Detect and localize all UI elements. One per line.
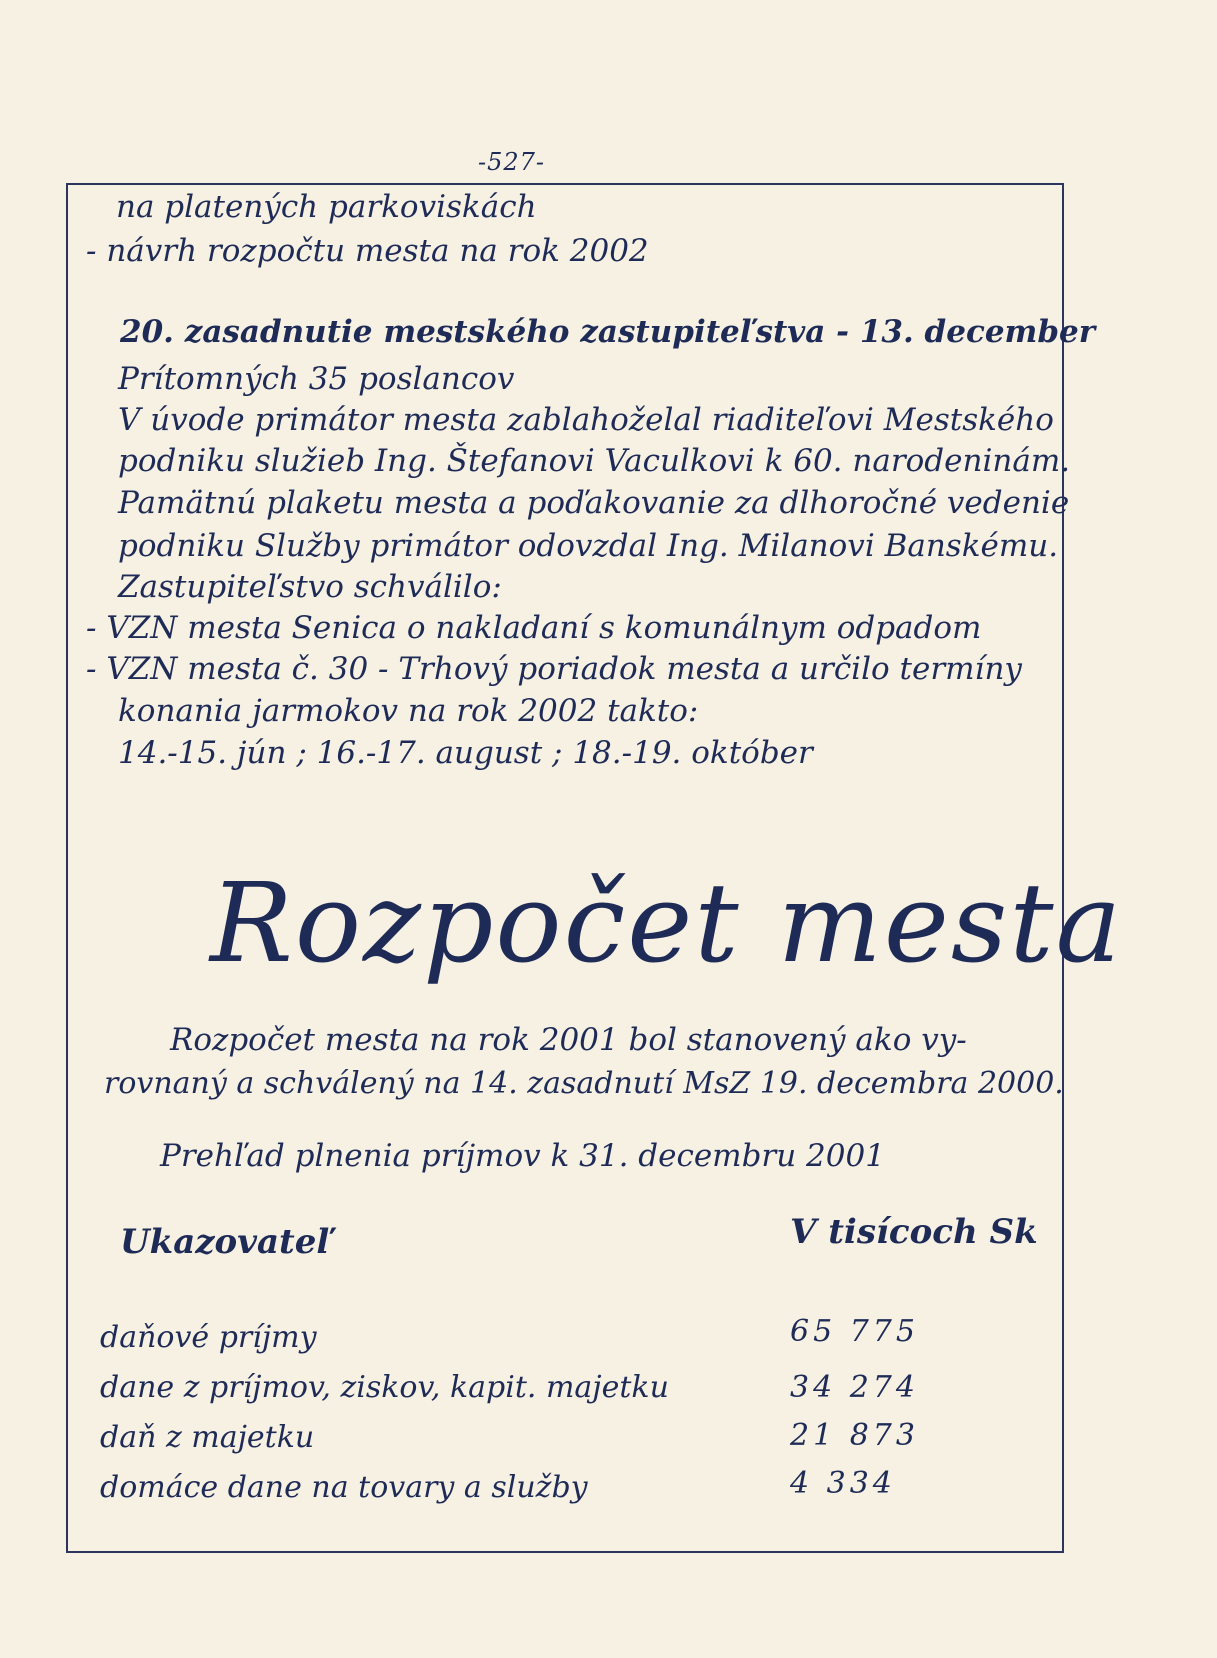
row-label: domáce dane na tovary a služby bbox=[100, 1470, 588, 1505]
text-line-2: - návrh rozpočtu mesta na rok 2002 bbox=[86, 233, 649, 269]
overview-line: Prehľad plnenia príjmov k 31. decembru 2001 bbox=[160, 1138, 885, 1174]
text-line-10: - VZN mesta Senica o nakladaní s komunálnym odpadom bbox=[86, 610, 982, 646]
text-line-9: Zastupiteľstvo schválilo: bbox=[118, 569, 502, 605]
text-line-11: - VZN mesta č. 30 - Trhový poriadok mesta a určilo termíny bbox=[86, 651, 1022, 687]
paragraph-line-2: rovnaný a schválený na 14. zasadnutí MsZ 19. decembra 2000. bbox=[104, 1066, 1064, 1101]
row-value: 4 334 bbox=[790, 1466, 896, 1501]
session-heading: 20. zasadnutie mestského zastupiteľstva - 13. december bbox=[120, 314, 1096, 350]
text-line-7: Pamätnú plaketu mesta a poďakovanie za dlhoročné vedenie bbox=[118, 485, 1070, 521]
text-line-1: na platených parkoviskách bbox=[116, 189, 537, 225]
text-line-4: Prítomných 35 poslancov bbox=[118, 361, 515, 397]
row-label: daň z majetku bbox=[100, 1420, 315, 1455]
text-line-5: V úvode primátor mesta zablahoželal riaditeľovi Mestského bbox=[118, 402, 1054, 438]
row-value: 65 775 bbox=[790, 1314, 919, 1349]
column-header-value: V tisícoch Sk bbox=[790, 1212, 1038, 1252]
page-number: -527- bbox=[478, 148, 546, 176]
text-line-6: podniku služieb Ing. Štefanovi Vaculkovi k 60. narodeninám. bbox=[118, 443, 1071, 479]
row-value: 21 873 bbox=[790, 1418, 919, 1453]
row-label: dane z príjmov, ziskov, kapit. majetku bbox=[100, 1370, 669, 1405]
text-line-12: konania jarmokov na rok 2002 takto: bbox=[118, 693, 699, 729]
paragraph-line-1: Rozpočet mesta na rok 2001 bol stanovený ako vy- bbox=[170, 1022, 967, 1058]
budget-heading: Rozpočet mesta bbox=[210, 859, 1124, 987]
text-line-13: 14.-15. jún ; 16.-17. august ; 18.-19. október bbox=[118, 735, 813, 771]
text-line-8: podniku Služby primátor odovzdal Ing. Milanovi Banskému. bbox=[118, 528, 1059, 564]
column-header-indicator: Ukazovateľ bbox=[120, 1222, 334, 1262]
row-value: 34 274 bbox=[790, 1370, 919, 1405]
row-label: daňové príjmy bbox=[100, 1320, 317, 1355]
